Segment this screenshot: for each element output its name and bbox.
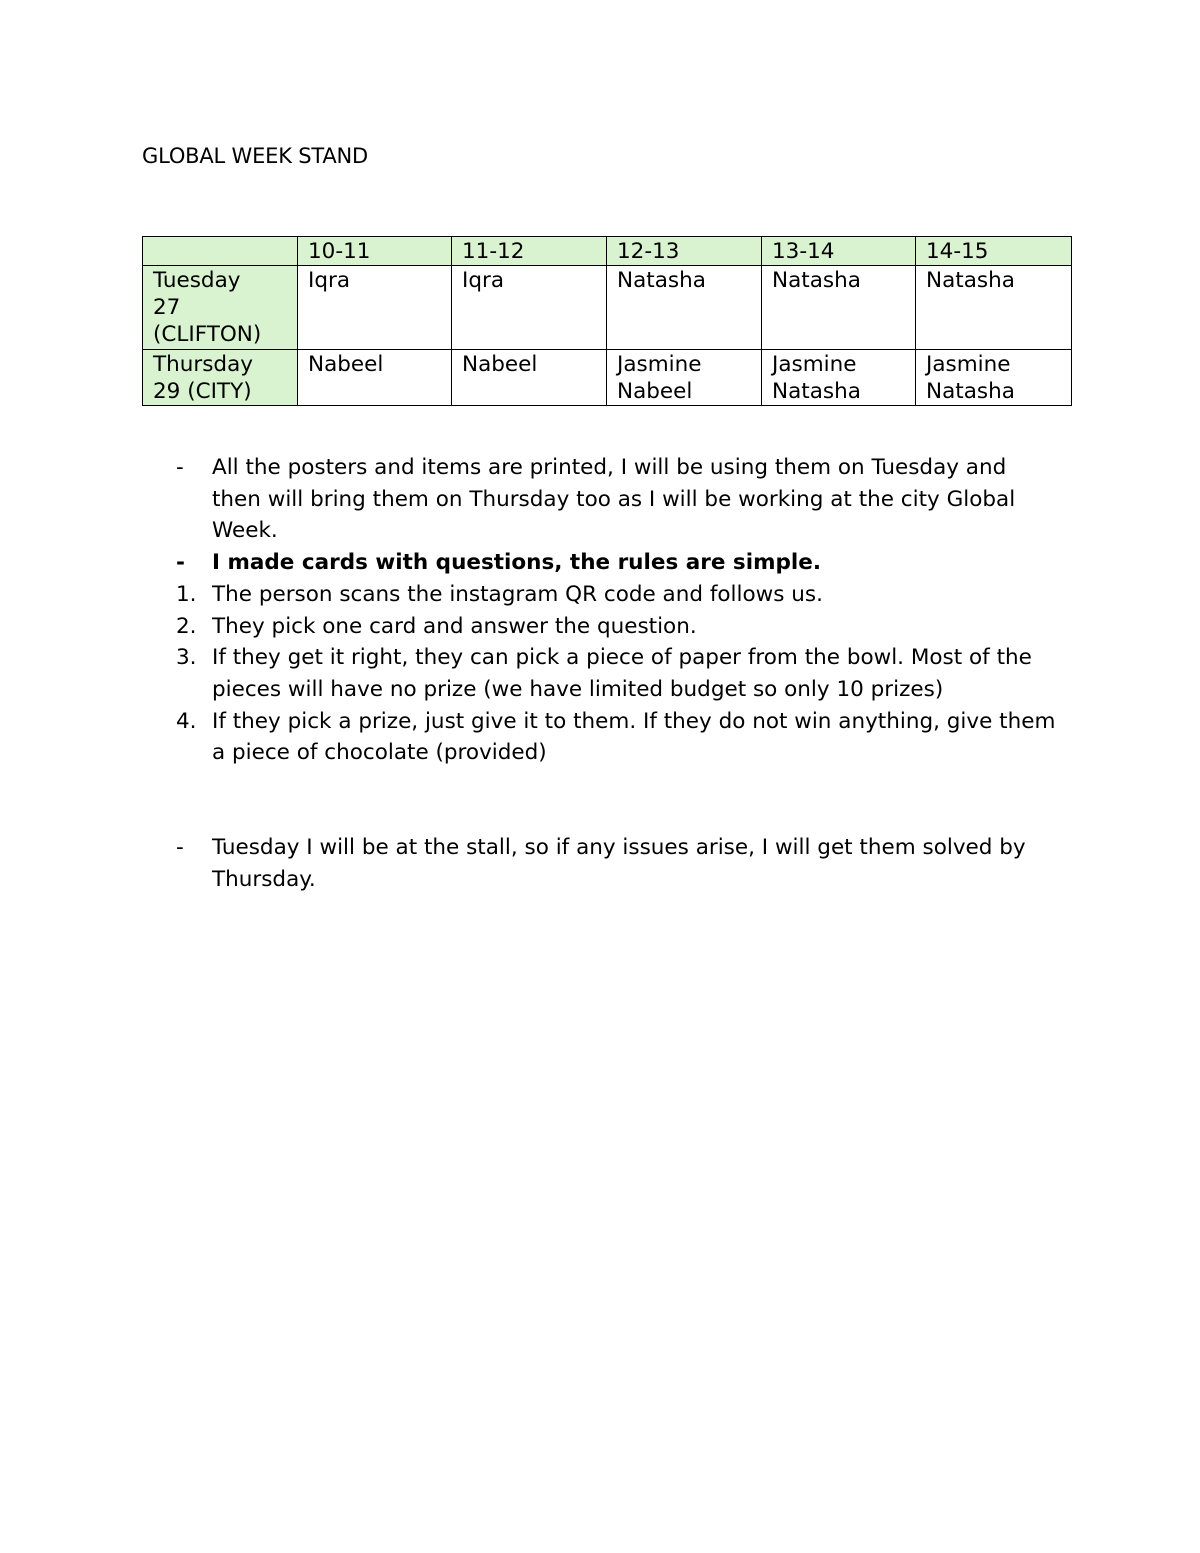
slot-cell [916, 266, 1072, 350]
table-row [143, 350, 1072, 406]
list-item-text: The person scans the instagram QR code and follows us. [212, 581, 823, 607]
slot-name: Jasmine [772, 352, 857, 377]
day-label-line: Thursday [153, 352, 253, 377]
spacer [176, 769, 1056, 832]
page-title: GLOBAL WEEK STAND [142, 144, 369, 168]
list-item [176, 706, 1056, 769]
slot-name: Nabeel [617, 379, 693, 404]
slot-name: Jasmine [617, 352, 702, 377]
header-cell-11-12: 11-12 [452, 237, 607, 266]
slot-cell [452, 350, 607, 406]
header-cell-10-11: 10-11 [298, 237, 452, 266]
header-cell-13-14: 13-14 [762, 237, 916, 266]
bullet-marker: - [176, 550, 185, 576]
slot-cell [298, 350, 452, 406]
slot-name: Natasha [617, 268, 706, 293]
schedule-table [142, 236, 1072, 406]
day-label-line: 29 (CITY) [153, 379, 252, 404]
slot-cell [607, 266, 762, 350]
slot-cell [762, 266, 916, 350]
bullet-marker: - [176, 835, 184, 861]
number-marker: 1. [176, 581, 197, 607]
day-label-line: Tuesday [153, 268, 241, 293]
bullet-marker: - [176, 455, 184, 480]
list-item [176, 579, 1056, 611]
slot-cell [762, 350, 916, 406]
list-item-text: I made cards with questions, the rules are simple. [212, 550, 821, 576]
number-marker: 2. [176, 613, 197, 639]
list-item-text: Tuesday I will be at the stall, so if any issues arise, I will get them solved by Thursday. [212, 835, 1026, 892]
list-item-text: They pick one card and answer the question. [212, 613, 697, 639]
number-marker: 3. [176, 645, 197, 671]
list-item [176, 547, 1056, 579]
list-item-text: If they get it right, they can pick a piece of paper from the bowl. Most of the pieces will have no prize (we have limited budget so only 10 prizes) [212, 645, 1032, 702]
slot-name: Natasha [772, 268, 861, 293]
schedule-header-row [143, 237, 1072, 266]
slot-name: Natasha [926, 268, 1015, 293]
header-cell-12-13: 12-13 [607, 237, 762, 266]
slot-name: Iqra [308, 268, 351, 293]
list-item [176, 452, 1056, 547]
slot-name: Iqra [462, 268, 505, 293]
notes-list [176, 452, 1056, 895]
list-item-text: All the posters and items are printed, I will be using them on Tuesday and then will bring them on Thursday too as I will be working at the city Global Week. [212, 455, 1016, 544]
header-cell-empty [143, 237, 298, 266]
list-item [176, 642, 1056, 705]
slot-cell [916, 350, 1072, 406]
day-label-line: (CLIFTON) [153, 322, 262, 347]
list-item [176, 611, 1056, 643]
list-item [176, 832, 1056, 895]
header-cell-14-15: 14-15 [916, 237, 1072, 266]
slot-cell [607, 350, 762, 406]
list-item-text: If they pick a prize, just give it to them. If they do not win anything, give them a piece of chocolate (provided) [212, 708, 1056, 766]
table-row [143, 266, 1072, 350]
number-marker: 4. [176, 708, 197, 734]
day-cell-tuesday [143, 266, 298, 350]
day-label-line: 27 [153, 295, 181, 320]
slot-cell [452, 266, 607, 350]
slot-name: Natasha [926, 379, 1015, 404]
slot-name: Nabeel [308, 352, 384, 377]
day-cell-thursday [143, 350, 298, 406]
slot-cell [298, 266, 452, 350]
slot-name: Natasha [772, 379, 861, 404]
slot-name: Jasmine [926, 352, 1011, 377]
slot-name: Nabeel [462, 352, 538, 377]
